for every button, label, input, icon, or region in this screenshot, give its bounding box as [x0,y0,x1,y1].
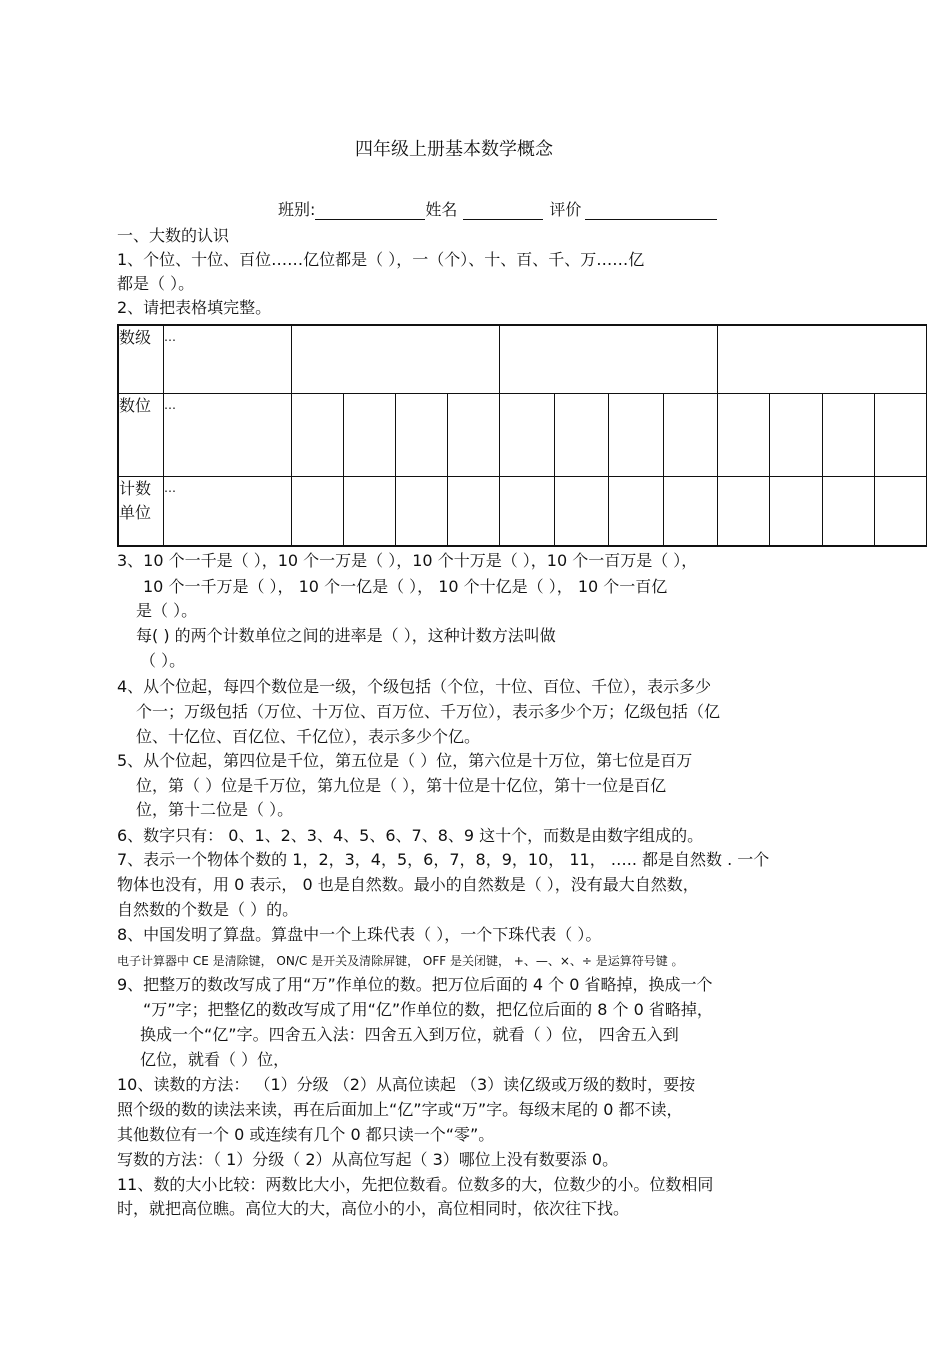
class-field[interactable] [315,203,425,220]
table-cell-period[interactable] [500,325,718,393]
table-cell[interactable] [718,393,770,476]
table-cell-period[interactable] [718,325,927,393]
question-3-line-5: （ ）。 [140,651,186,670]
question-6: 6、数字只有： 0、1、2、3、4、5、6、7、8、9 这十个，而数是由数字组成的。 [117,826,704,845]
place-value-table [117,324,927,547]
table-cell[interactable] [500,393,555,476]
calculator-note: 电子计算器中 CE 是清除键， ON/C 是开关及清除屏键， OFF 是关闭键， +、—、×、÷ 是运算符号键 。 [117,954,684,968]
name-label: 姓名 [425,200,458,219]
section-heading: 一、大数的认识 [117,226,230,245]
table-cell[interactable] [554,476,609,546]
question-4-line-2: 个一；万级包括（万位、十万位、百万位、千万位），表示多少个万；亿级包括（亿 [136,702,721,721]
question-2: 2、请把表格填完整。 [117,298,272,317]
question-3-line-2: 10 个一千万是（ ）， 10 个一亿是（ ）， 10 个十亿是（ ）， 10 个一百亿 [143,577,668,596]
question-7-line-3: 自然数的个数是（ ）的。 [117,900,299,919]
question-10-line-1: 10、读数的方法： （1）分级 （2）从高位读起 （3）读亿级或万级的数时，要按 [117,1075,696,1094]
table-label-counting-unit: 计数单位 [118,476,164,546]
question-10-line-2: 照个级的数的读法来读，再在后面加上“亿”字或“万”字。每级末尾的 0 都不读， [117,1100,683,1119]
table-cell[interactable] [874,393,926,476]
table-cell[interactable] [448,393,500,476]
class-label: 班别: [278,200,316,219]
question-10-line-3: 其他数位有一个 0 或连续有几个 0 都只读一个“零”。 [117,1125,495,1144]
name-field[interactable] [463,203,543,220]
table-cell[interactable] [396,476,448,546]
ellipsis-text: … [164,480,176,495]
question-9-line-3: 换成一个“亿”字。四舍五入法：四舍五入到万位，就看（ ）位， 四舍五入到 [140,1025,679,1044]
question-9-line-1: 9、把整万的数改写成了用“万”作单位的数。把万位后面的 4 个 0 省略掉，换成一个 [117,975,713,994]
table-cell-ellipsis [164,325,292,393]
table-cell[interactable] [344,393,396,476]
table-cell-period[interactable] [292,325,500,393]
table-cell[interactable] [292,476,344,546]
evaluation-label: 评价 [549,200,582,219]
question-5-line-3: 位，第十二位是（ ）。 [136,800,294,819]
table-label-period: 数级 [118,325,164,393]
question-7-line-1: 7、表示一个物体个数的 1，2，3，4，5，6，7，8，9，10， 11， ….. 都是自然数 . 一个 [117,850,770,869]
table-cell[interactable] [500,476,555,546]
table-cell[interactable] [822,393,874,476]
student-info-row [278,200,717,220]
table-cell[interactable] [822,476,874,546]
table-cell[interactable] [609,393,664,476]
ellipsis-text: … [164,330,176,344]
table-cell[interactable] [448,476,500,546]
question-5-line-2: 位，第（ ）位是千万位，第九位是（ ），第十位是十亿位，第十一位是百亿 [136,776,667,795]
table-cell-ellipsis [164,393,292,476]
question-1-line-2: 都是（ ）。 [117,274,195,293]
question-4-line-1: 4、从个位起，每四个数位是一级，个级包括（个位，十位、百位、千位），表示多少 [117,677,712,696]
writing-method: 写数的方法：（ 1）分级（ 2）从高位写起（ 3）哪位上没有数要添 0。 [117,1150,619,1169]
table-cell[interactable] [663,476,718,546]
question-9-line-4: 亿位，就看（ ）位， [140,1050,290,1069]
evaluation-field[interactable] [585,203,717,220]
table-cell[interactable] [344,476,396,546]
question-9-line-2: “万”字；把整亿的数改写成了用“亿”作单位的数，把亿位后面的 8 个 0 省略掉， [143,1000,713,1019]
table-cell[interactable] [663,393,718,476]
page-title: 四年级上册基本数学概念 [355,139,553,160]
table-cell[interactable] [609,476,664,546]
table-cell[interactable] [718,476,770,546]
question-4-line-3: 位、十亿位、百亿位、千亿位），表示多少个亿。 [136,727,481,746]
table-cell[interactable] [292,393,344,476]
table-cell[interactable] [396,393,448,476]
table-cell[interactable] [770,393,822,476]
question-3-line-1: 3、10 个一千是（ ），10 个一万是（ ），10 个十万是（ ），10 个一百万是（ ）， [117,551,698,570]
question-7-line-2: 物体也没有，用 0 表示， 0 也是自然数。最小的自然数是（ ），没有最大自然数， [117,875,699,894]
question-3-line-3: 是（ ）。 [136,601,198,620]
table-cell[interactable] [874,476,926,546]
ellipsis-text: … [164,397,176,412]
table-cell-ellipsis [164,476,292,546]
question-11-line-2: 时，就把高位瞧。高位大的大，高位小的小，高位相同时，依次往下找。 [117,1199,630,1218]
question-8: 8、中国发明了算盘。算盘中一个上珠代表（ ），一个下珠代表（ ）。 [117,925,602,944]
question-1-line-1: 1、个位、十位、百位……亿位都是（ ），一（个）、十、百、千、万……亿 [117,250,645,269]
question-5-line-1: 5、从个位起，第四位是千位，第五位是（ ）位，第六位是十万位，第七位是百万 [117,751,693,770]
question-3-line-4: 每( ) 的两个计数单位之间的进率是（ ），这种计数方法叫做 [136,626,556,645]
table-label-place: 数位 [118,393,164,476]
question-11-line-1: 11、数的大小比较：两数比大小，先把位数看。位数多的大，位数少的小。位数相同 [117,1175,714,1194]
table-cell[interactable] [770,476,822,546]
table-cell[interactable] [554,393,609,476]
